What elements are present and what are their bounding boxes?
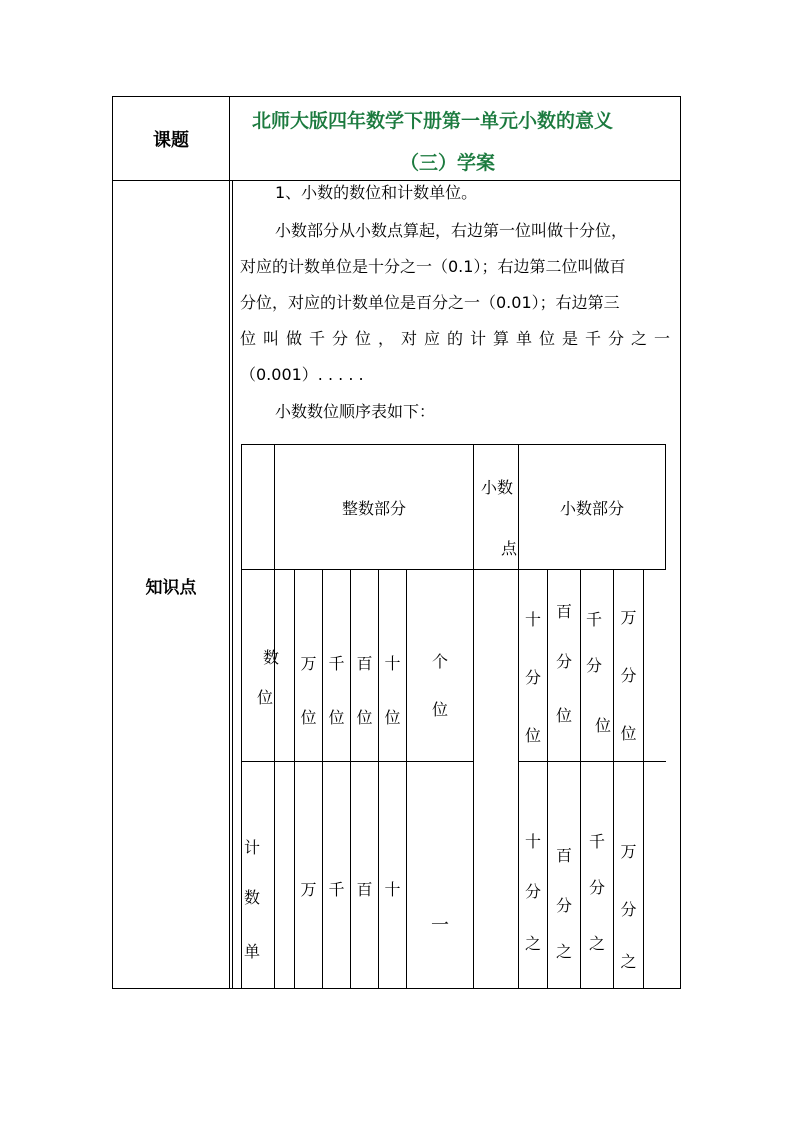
paragraph-line-5: （0.001）. . . . . (240, 365, 364, 384)
paragraph-line-1: 小数部分从小数点算起，右边第一位叫做十分位， (275, 221, 628, 240)
paragraph-line-3: 分位，对应的计数单位是百分之一（0.01）；右边第三 (240, 293, 620, 312)
place-ten-thousandths: 万 分 位 (620, 608, 637, 743)
ptable-vline-int-b (322, 569, 323, 989)
ptable-vline-int-d (378, 569, 379, 989)
unit-qian: 千 (328, 879, 345, 899)
place-bai: 百 位 (356, 654, 373, 727)
place-hundredths: 百 分 位 (555, 602, 572, 725)
paragraph-line-2: 对应的计数单位是十分之一（0.1）；右边第二位叫做百 (240, 257, 626, 276)
row1-label: 数 位 (256, 648, 279, 707)
decimal-part-label: 小数部分 (559, 498, 624, 518)
decimal-point-header-bottom: 点 (501, 539, 518, 558)
place-thousandths: 千 分 位 (585, 610, 611, 735)
place-ge: 个 位 (431, 652, 448, 719)
place-qian: 千 位 (328, 654, 345, 727)
unit-shi: 十 (384, 879, 401, 899)
subject-label-cell (113, 97, 229, 180)
ptable-vline-int-c (350, 569, 351, 989)
ptable-vline-dec-d (643, 569, 644, 989)
column-divider-inner (232, 180, 233, 989)
unit-hundredths: 百 分 之 (555, 846, 572, 961)
unit-ten-thousandths: 万 分 之 (620, 842, 637, 971)
ptable-vline-int-a (294, 569, 295, 989)
page-title-line1: 北师大版四年数学下册第一单元小数的意义 (252, 110, 614, 132)
section-heading: 1、小数的数位和计数单位。 (275, 183, 478, 202)
unit-bai: 百 (356, 879, 373, 899)
unit-wan: 万 (300, 879, 317, 899)
knowledge-point-label-cell (113, 560, 229, 610)
ptable-right (665, 444, 666, 569)
knowledge-point-label: 知识点 (145, 577, 197, 598)
outer-border-bottom (112, 988, 681, 989)
unit-tenths: 十 分 之 (524, 832, 541, 953)
paragraph-line-4: 位叫做千分位，对应的计算单位是千分之一 (240, 329, 678, 348)
column-divider (229, 96, 230, 989)
ptable-row-divider-2 (241, 761, 474, 762)
subject-label: 课题 (153, 129, 189, 151)
table-intro: 小数数位顺序表如下： (275, 402, 436, 421)
integer-part-label: 整数部分 (341, 498, 406, 518)
unit-yi: 一 (431, 915, 449, 936)
place-tenths: 十 分 位 (524, 610, 541, 745)
decimal-part-header (519, 445, 665, 569)
header-row-divider (112, 180, 681, 181)
outer-border-right (680, 96, 681, 989)
integer-part-header (275, 445, 473, 569)
decimal-point-header-top: 小数 (481, 478, 514, 497)
outer-border-left (112, 96, 113, 989)
place-shi: 十 位 (384, 654, 401, 727)
place-wan: 万 位 (300, 654, 317, 727)
ptable-vline-point-left (473, 444, 474, 989)
unit-thousandths: 千 分 之 (588, 832, 605, 953)
row2-label: 计 数 单 (243, 838, 260, 961)
ptable-row-divider-1 (241, 569, 666, 570)
page-title-line2: （三）学案 (400, 152, 496, 174)
explanation-paragraph (240, 213, 678, 393)
